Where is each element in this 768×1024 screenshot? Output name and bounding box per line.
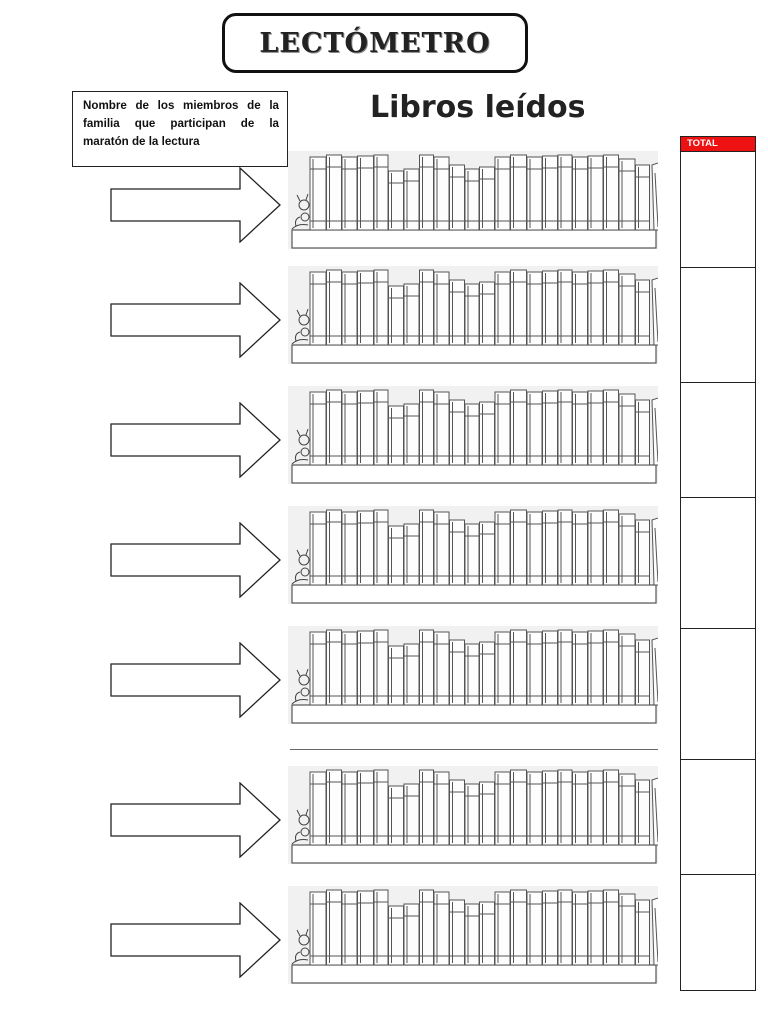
bookshelf-illustration[interactable] — [288, 886, 658, 984]
reader-row — [0, 886, 680, 996]
member-arrow[interactable] — [110, 167, 282, 243]
bookshelf-illustration[interactable] — [288, 506, 658, 604]
bookshelf-illustration[interactable] — [288, 386, 658, 484]
reader-row — [0, 151, 680, 261]
member-arrow[interactable] — [110, 902, 282, 978]
bookshelf-illustration[interactable] — [288, 266, 658, 364]
member-arrow[interactable] — [110, 642, 282, 718]
reader-row — [0, 626, 680, 736]
total-cell[interactable] — [681, 383, 755, 498]
reader-row — [0, 766, 680, 876]
member-arrow[interactable] — [110, 782, 282, 858]
member-arrow[interactable] — [110, 282, 282, 358]
bookshelf-illustration[interactable] — [288, 766, 658, 864]
member-names-instruction: Nombre de los miembros de la familia que participan de la maratón de la lectura — [72, 91, 288, 167]
books-read-heading: Libros leídos — [370, 90, 586, 125]
member-arrow[interactable] — [110, 402, 282, 478]
page-title: LECTÓMETRO — [259, 27, 491, 59]
bookshelf-illustration[interactable] — [288, 151, 658, 249]
total-cell[interactable] — [681, 629, 755, 760]
total-header: TOTAL — [681, 137, 755, 152]
total-cell[interactable] — [681, 498, 755, 629]
reader-row — [0, 506, 680, 616]
title-banner — [222, 13, 528, 73]
total-column — [680, 136, 756, 991]
total-cell[interactable] — [681, 268, 755, 383]
member-arrow[interactable] — [110, 522, 282, 598]
total-cell[interactable] — [681, 760, 755, 875]
section-divider — [290, 749, 658, 750]
reader-row — [0, 386, 680, 496]
bookshelf-illustration[interactable] — [288, 626, 658, 724]
total-cell[interactable] — [681, 152, 755, 268]
total-cell[interactable] — [681, 875, 755, 990]
reader-row — [0, 266, 680, 376]
